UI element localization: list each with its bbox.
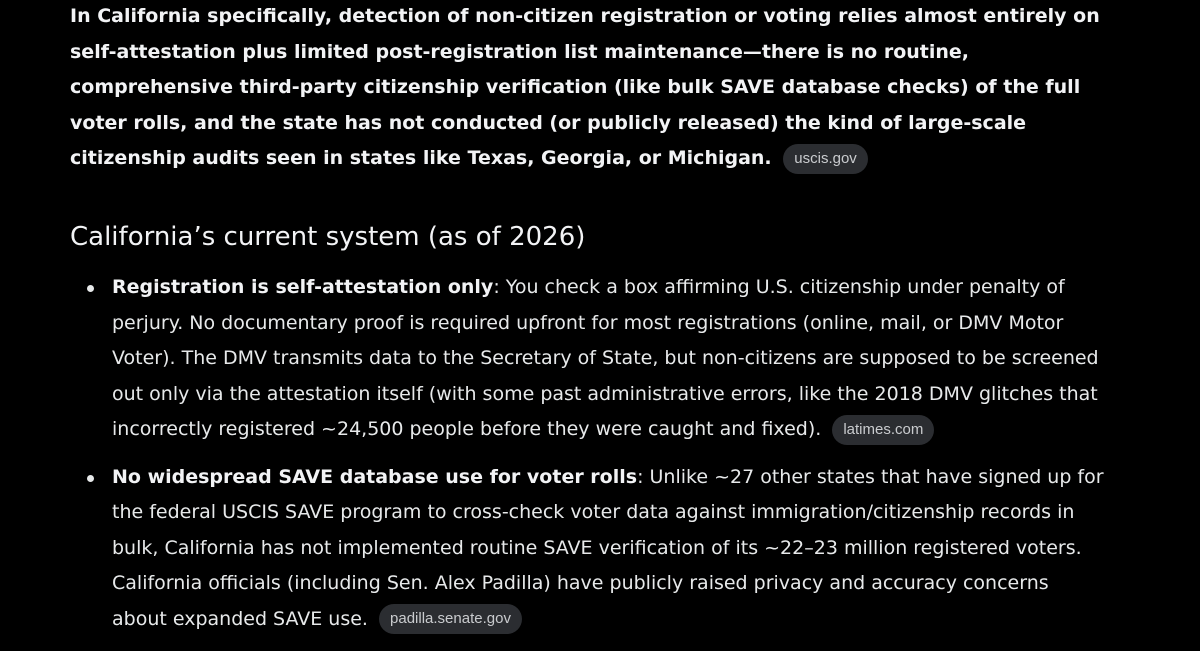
bullet-item-registration bbox=[112, 270, 1107, 448]
response-content bbox=[70, 0, 1104, 630]
intro-paragraph bbox=[70, 0, 1100, 177]
bullet-text: : You check a box affirming U.S. citizenship under penalty of perjury. No documentary proof is required upfront for most registrations (online, mail, or DMV Motor Voter). The DMV transmits data to the Secretary of State, but non-citizens are supposed to be screened out only via the attestation itself (with some past administrative errors, like the 2018 DMV glitches that incorrectly registered ~24,500 people before they were caught and fixed). bbox=[112, 276, 1099, 440]
bullet-item-save bbox=[112, 460, 1107, 638]
bullet-dot-icon bbox=[87, 285, 94, 292]
source-chip-latimes[interactable]: latimes.com bbox=[832, 415, 934, 445]
bullet-list bbox=[112, 270, 1107, 649]
bullet-text: : Unlike ~27 other states that have signed up for the federal USCIS SAVE program to cross-check voter data against immigration/citizenship records in bulk, California has not implemented routine SAVE verification of its ~22–23 million registered voters. California officials (including Sen. Alex Padilla) have publicly raised privacy and accuracy concerns about expanded SAVE use. bbox=[112, 465, 1104, 630]
intro-text: In California specifically, detection of non-citizen registration or voting relies almost entirely on self-attestation plus limited post-registration list maintenance—there is no routine, comprehensive third-party citizenship verification (like bulk SAVE database checks) of the full voter rolls, and the state has not conducted (or publicly released) the kind of large-scale citizenship audits seen in states like Texas, Georgia, or Michigan. bbox=[70, 5, 1100, 169]
bullet-title: Registration is self-attestation only bbox=[112, 276, 494, 298]
section-heading: California’s current system (as of 2026) bbox=[70, 222, 586, 252]
bullet-title: No widespread SAVE database use for voter rolls bbox=[112, 465, 638, 488]
source-chip-padilla[interactable]: padilla.senate.gov bbox=[379, 604, 522, 634]
source-chip-uscis[interactable]: uscis.gov bbox=[783, 144, 868, 174]
bullet-dot-icon bbox=[87, 475, 94, 482]
